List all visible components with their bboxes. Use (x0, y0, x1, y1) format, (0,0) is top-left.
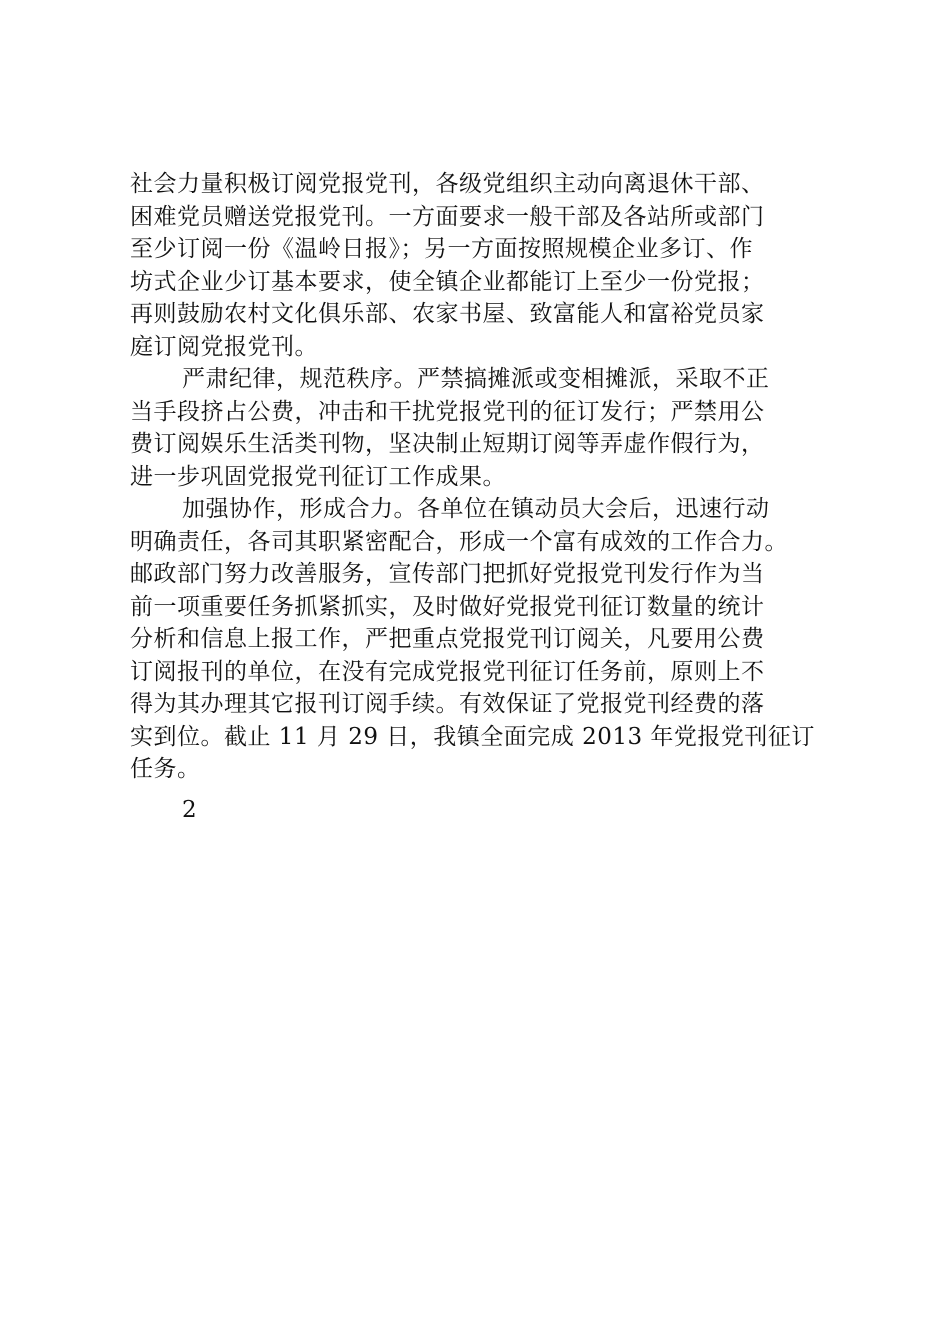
text-line: 前一项重要任务抓紧抓实，及时做好党报党刊征订数量的统计 (130, 593, 765, 620)
paragraph-discipline (130, 363, 840, 493)
text-line: 加强协作，形成合力。各单位在镇动员大会后，迅速行动 (182, 496, 770, 522)
text-line: 庭订阅党报党刊。 (130, 333, 318, 360)
text-line: 至少订阅一份《温岭日报》；另一方面按照规模企业多订、作 (130, 236, 753, 262)
text-line: 再则鼓励农村文化俱乐部、农家书屋、致富能人和富裕党员家 (130, 301, 765, 327)
text-line: 费订阅娱乐生活类刊物，坚决制止短期订阅等弄虚作假行为， (130, 431, 765, 457)
text-line: 严肃纪律，规范秩序。严禁搞摊派或变相摊派，采取不正 (182, 366, 770, 392)
text-line: 订阅报刊的单位，在没有完成党报党刊征订任务前，原则上不 (130, 658, 765, 685)
text-line: 社会力量积极订阅党报党刊，各级党组织主动向离退休干部、 (130, 171, 765, 197)
text-line: 任务。 (130, 756, 201, 782)
text-line: 得为其办理其它报刊订阅手续。有效保证了党报党刊经费的落 (130, 691, 765, 717)
text-line: 当手段挤占公费，冲击和干扰党报党刊的征订发行；严禁用公 (130, 398, 765, 425)
text-line: 坊式企业少订基本要求，使全镇企业都能订上至少一份党报； (130, 268, 765, 295)
paragraph-cooperation (130, 493, 840, 786)
page-number: 2 (182, 796, 197, 823)
text-line: 困难党员赠送党报党刊。一方面要求一般干部及各站所或部门 (130, 203, 765, 230)
paragraph-subscription-scope (130, 168, 840, 363)
text-line: 实到位。截止 11 月 29 日，我镇全面完成 2013 年党报党刊征订 (130, 723, 815, 750)
text-line: 邮政部门努力改善服务，宣传部门把抓好党报党刊发行作为当 (130, 561, 765, 587)
text-line: 分析和信息上报工作，严把重点党报党刊订阅关，凡要用公费 (130, 626, 765, 652)
text-line: 明确责任，各司其职紧密配合，形成一个富有成效的工作合力。 (130, 528, 788, 555)
document-body (130, 168, 840, 829)
text-line: 进一步巩固党报党刊征订工作成果。 (130, 463, 506, 490)
